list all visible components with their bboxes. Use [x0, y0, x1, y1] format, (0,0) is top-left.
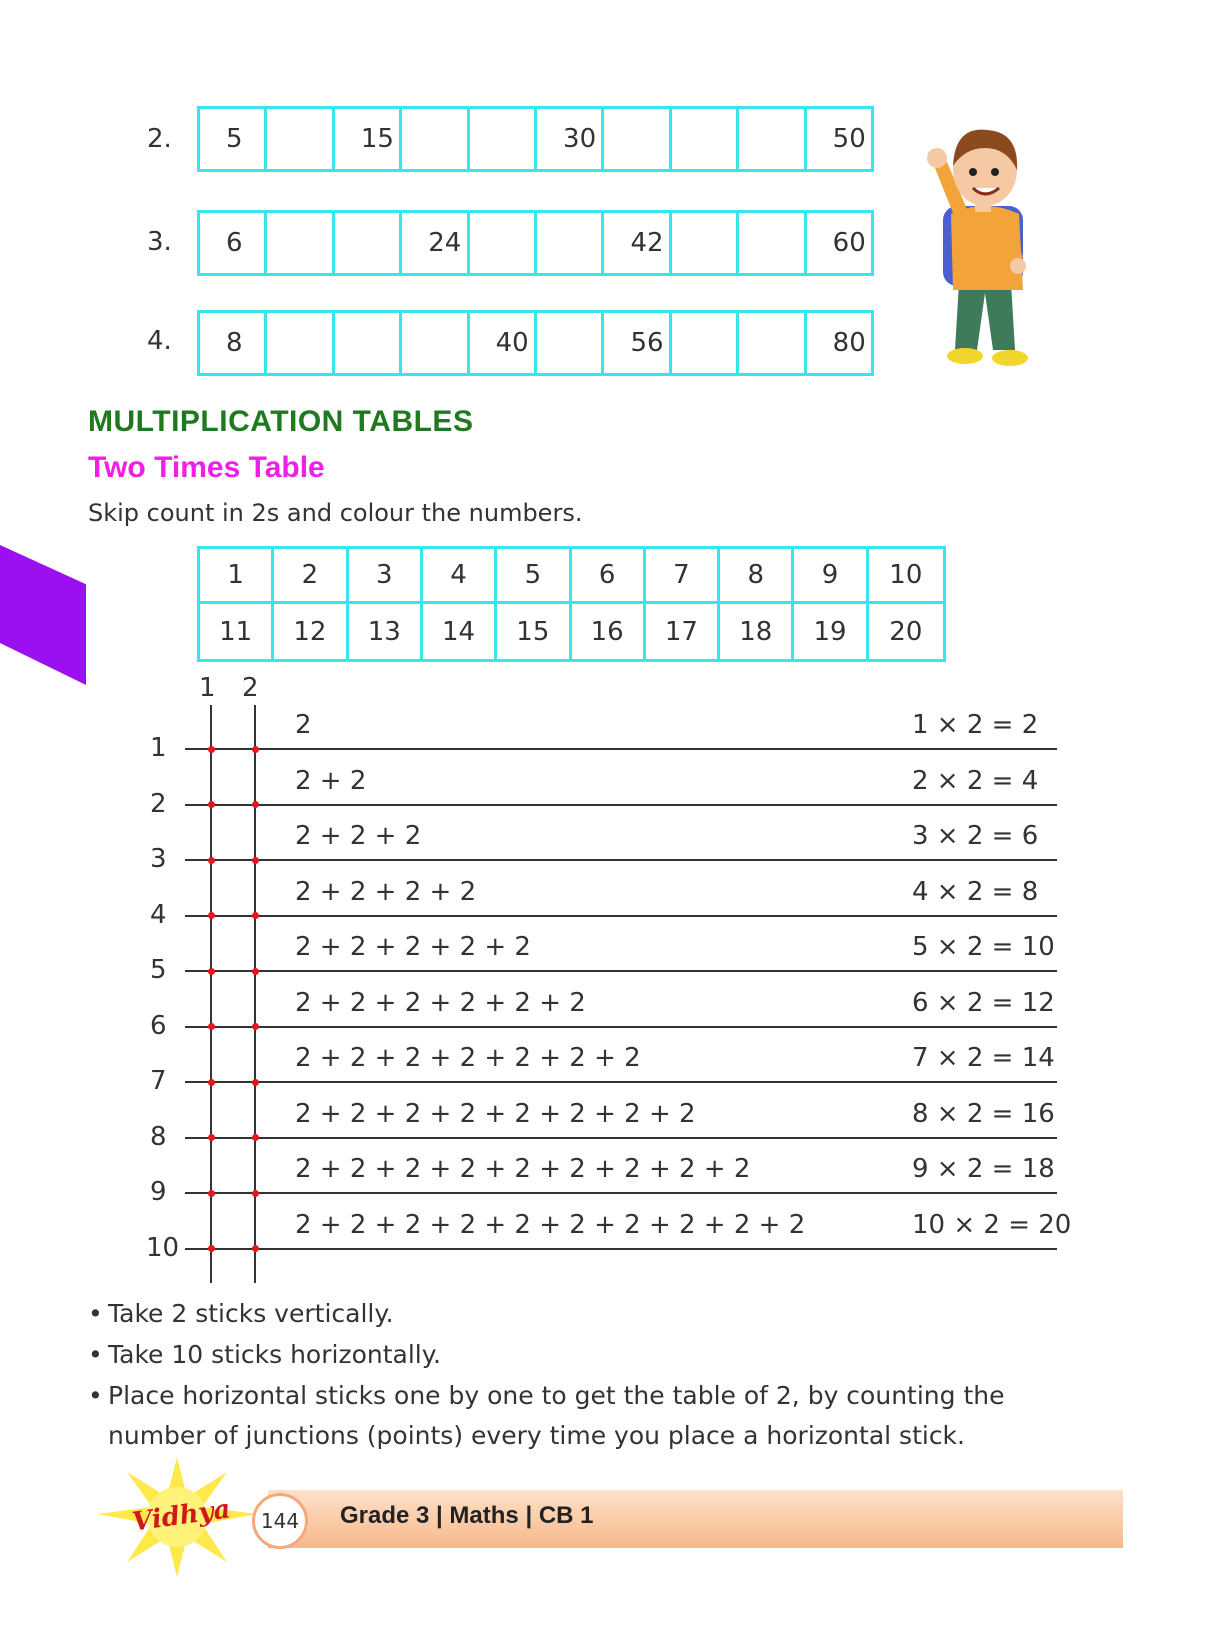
- sequence-cell[interactable]: [335, 313, 402, 373]
- instruction-text: Skip count in 2s and colour the numbers.: [88, 499, 583, 527]
- junction-dot: [208, 912, 215, 919]
- grid-number[interactable]: 6: [572, 549, 646, 604]
- sequence-cell: 56: [604, 313, 671, 373]
- junction-dot: [252, 1134, 259, 1141]
- sequence-cell[interactable]: [267, 313, 334, 373]
- repeated-addition: 2 + 2 + 2 + 2 + 2 + 2 + 2 + 2: [295, 1098, 696, 1129]
- vertical-stick-label: 2: [242, 673, 259, 703]
- sequence-cell: 80: [832, 328, 866, 358]
- sequence-cell[interactable]: [604, 109, 671, 169]
- skip-count-row-sixes: [197, 210, 874, 276]
- junction-dot: [252, 801, 259, 808]
- horizontal-stick: [185, 1192, 1057, 1194]
- vertical-stick-label: 1: [199, 673, 216, 703]
- grid-number[interactable]: 1: [200, 549, 274, 604]
- horizontal-stick: [185, 748, 1057, 750]
- grid-number[interactable]: 15: [497, 604, 571, 659]
- grid-number[interactable]: 5: [497, 549, 571, 604]
- grid-number[interactable]: 16: [572, 604, 646, 659]
- footer-title: Grade 3 | Maths | CB 1: [340, 1502, 594, 1529]
- junction-dot: [252, 1245, 259, 1252]
- horizontal-stick-label: 2: [150, 788, 167, 819]
- sequence-cell[interactable]: [402, 313, 469, 373]
- repeated-addition: 2 + 2 + 2 + 2 + 2 + 2 + 2: [295, 1043, 641, 1073]
- junction-dot: [208, 1134, 215, 1141]
- bullet-text: Take 2 sticks vertically.: [108, 1299, 394, 1328]
- horizontal-stick: [185, 1081, 1057, 1083]
- page-number: 144: [252, 1493, 308, 1549]
- side-tab-decoration: [0, 545, 86, 685]
- sequence-cell: 42: [604, 213, 671, 273]
- horizontal-stick-label: 4: [150, 899, 167, 930]
- skip-count-row-fives: [197, 106, 874, 172]
- horizontal-stick-label: 3: [150, 844, 167, 874]
- junction-dot: [208, 968, 215, 975]
- sequence-cell: 15: [335, 109, 402, 169]
- horizontal-stick-label: 8: [150, 1121, 167, 1152]
- sequence-cell: 24: [402, 213, 469, 273]
- bullet-text: Place horizontal sticks one by one to get the table of 2, by counting the: [108, 1381, 1005, 1410]
- bullet-text: number of junctions (points) every time you place a horizontal stick.: [108, 1421, 965, 1450]
- grid-number[interactable]: 8: [720, 549, 794, 604]
- multiplication-fact: 2 × 2 = 4: [912, 765, 1039, 796]
- junction-dot: [208, 1079, 215, 1086]
- subsection-heading: Two Times Table: [88, 451, 325, 484]
- junction-dot: [252, 857, 259, 864]
- junction-dot: [252, 1023, 259, 1030]
- sequence-cell[interactable]: [470, 109, 537, 169]
- grid-number[interactable]: 18: [720, 604, 794, 659]
- grid-number[interactable]: 7: [646, 549, 720, 604]
- repeated-addition: 2 + 2 + 2 + 2 + 2: [295, 932, 531, 962]
- horizontal-stick-label: 1: [150, 733, 167, 763]
- sequence-cell: 60: [832, 228, 866, 258]
- grid-number[interactable]: 20: [889, 616, 923, 647]
- junction-dot: [208, 1245, 215, 1252]
- junction-dot: [208, 1190, 215, 1197]
- skip-count-row-eights: [197, 310, 874, 376]
- repeated-addition: 2 + 2 + 2 + 2 + 2 + 2: [295, 987, 586, 1018]
- grid-number[interactable]: 11: [200, 604, 274, 659]
- grid-number[interactable]: 2: [274, 549, 348, 604]
- grid-number[interactable]: 3: [349, 549, 423, 604]
- row-number-3: 3.: [147, 227, 172, 257]
- sequence-cell[interactable]: [267, 213, 334, 273]
- grid-number[interactable]: 4: [423, 549, 497, 604]
- junction-dot: [252, 1190, 259, 1197]
- sequence-cell[interactable]: [672, 313, 739, 373]
- horizontal-stick: [185, 915, 1057, 917]
- multiplication-fact: 10 × 2 = 20: [912, 1209, 1072, 1240]
- repeated-addition: 2: [295, 710, 312, 740]
- sequence-cell[interactable]: [537, 313, 604, 373]
- repeated-addition: 2 + 2: [295, 765, 367, 796]
- sequence-cell[interactable]: [537, 213, 604, 273]
- sequence-cell[interactable]: [739, 213, 806, 273]
- horizontal-stick: [185, 1137, 1057, 1139]
- horizontal-stick-label: 7: [150, 1066, 167, 1096]
- junction-dot: [208, 746, 215, 753]
- sequence-cell: 40: [470, 313, 537, 373]
- bullet-item: • Place horizontal sticks one by one to get the table of 2, by counting the: [88, 1381, 1005, 1410]
- multiplication-fact: 9 × 2 = 18: [912, 1154, 1055, 1184]
- grid-number[interactable]: 19: [794, 604, 868, 659]
- bullet-text: Take 10 sticks horizontally.: [108, 1340, 441, 1369]
- brand-logo-text: Vidhya: [130, 1494, 233, 1538]
- repeated-addition: 2 + 2 + 2 + 2 + 2 + 2 + 2 + 2 + 2 + 2: [295, 1209, 806, 1240]
- grid-number[interactable]: 14: [423, 604, 497, 659]
- sequence-cell[interactable]: [672, 213, 739, 273]
- repeated-addition: 2 + 2 + 2: [295, 821, 422, 851]
- sequence-cell[interactable]: [672, 109, 739, 169]
- sequence-cell: 8: [200, 313, 267, 373]
- grid-number[interactable]: 17: [646, 604, 720, 659]
- horizontal-stick: [185, 804, 1057, 806]
- section-heading: MULTIPLICATION TABLES: [88, 405, 474, 438]
- repeated-addition: 2 + 2 + 2 + 2 + 2 + 2 + 2 + 2 + 2: [295, 1154, 751, 1184]
- sequence-cell: 30: [537, 109, 604, 169]
- junction-dot: [208, 801, 215, 808]
- sequence-cell: 50: [832, 124, 866, 154]
- repeated-addition: 2 + 2 + 2 + 2: [295, 876, 477, 907]
- junction-dot: [208, 857, 215, 864]
- multiplication-fact: 1 × 2 = 2: [912, 710, 1039, 740]
- junction-dot: [252, 1079, 259, 1086]
- sequence-cell: 6: [200, 213, 267, 273]
- bullet-item: • Take 10 sticks horizontally.: [88, 1340, 441, 1369]
- sequence-cell[interactable]: [739, 109, 806, 169]
- bullet-item-continued: [88, 1416, 965, 1456]
- grid-number[interactable]: 10: [869, 549, 943, 604]
- horizontal-stick-label: 9: [150, 1177, 167, 1207]
- multiplication-fact: 7 × 2 = 14: [912, 1043, 1055, 1073]
- multiplication-fact: 8 × 2 = 16: [912, 1098, 1055, 1129]
- sequence-cell[interactable]: [470, 213, 537, 273]
- junction-dot: [252, 968, 259, 975]
- junction-dot: [252, 746, 259, 753]
- sequence-cell[interactable]: [402, 109, 469, 169]
- multiplication-fact: 3 × 2 = 6: [912, 821, 1039, 851]
- multiplication-fact: 4 × 2 = 8: [912, 876, 1039, 907]
- footer-bar: [268, 1490, 1123, 1548]
- row-number-4: 4.: [147, 326, 172, 356]
- multiplication-fact: 5 × 2 = 10: [912, 932, 1055, 962]
- horizontal-stick-label: 5: [150, 955, 167, 985]
- grid-number[interactable]: 12: [274, 604, 348, 659]
- sequence-cell[interactable]: [739, 313, 806, 373]
- horizontal-stick-label: 10: [146, 1232, 180, 1263]
- grid-number[interactable]: 13: [349, 604, 423, 659]
- horizontal-stick: [185, 970, 1057, 972]
- horizontal-stick: [185, 1248, 1057, 1250]
- horizontal-stick: [185, 1026, 1057, 1028]
- row-number-2: 2.: [147, 124, 172, 154]
- boy-illustration: [915, 118, 1055, 376]
- junction-dot: [252, 912, 259, 919]
- horizontal-stick: [185, 859, 1057, 861]
- sequence-cell[interactable]: [335, 213, 402, 273]
- bullet-item: • Take 2 sticks vertically.: [88, 1299, 394, 1328]
- number-grid: [197, 546, 946, 662]
- grid-number[interactable]: 9: [794, 549, 868, 604]
- junction-dot: [208, 1023, 215, 1030]
- sequence-cell[interactable]: [267, 109, 334, 169]
- multiplication-fact: 6 × 2 = 12: [912, 987, 1055, 1018]
- sequence-cell: 5: [200, 109, 267, 169]
- horizontal-stick-label: 6: [150, 1010, 167, 1041]
